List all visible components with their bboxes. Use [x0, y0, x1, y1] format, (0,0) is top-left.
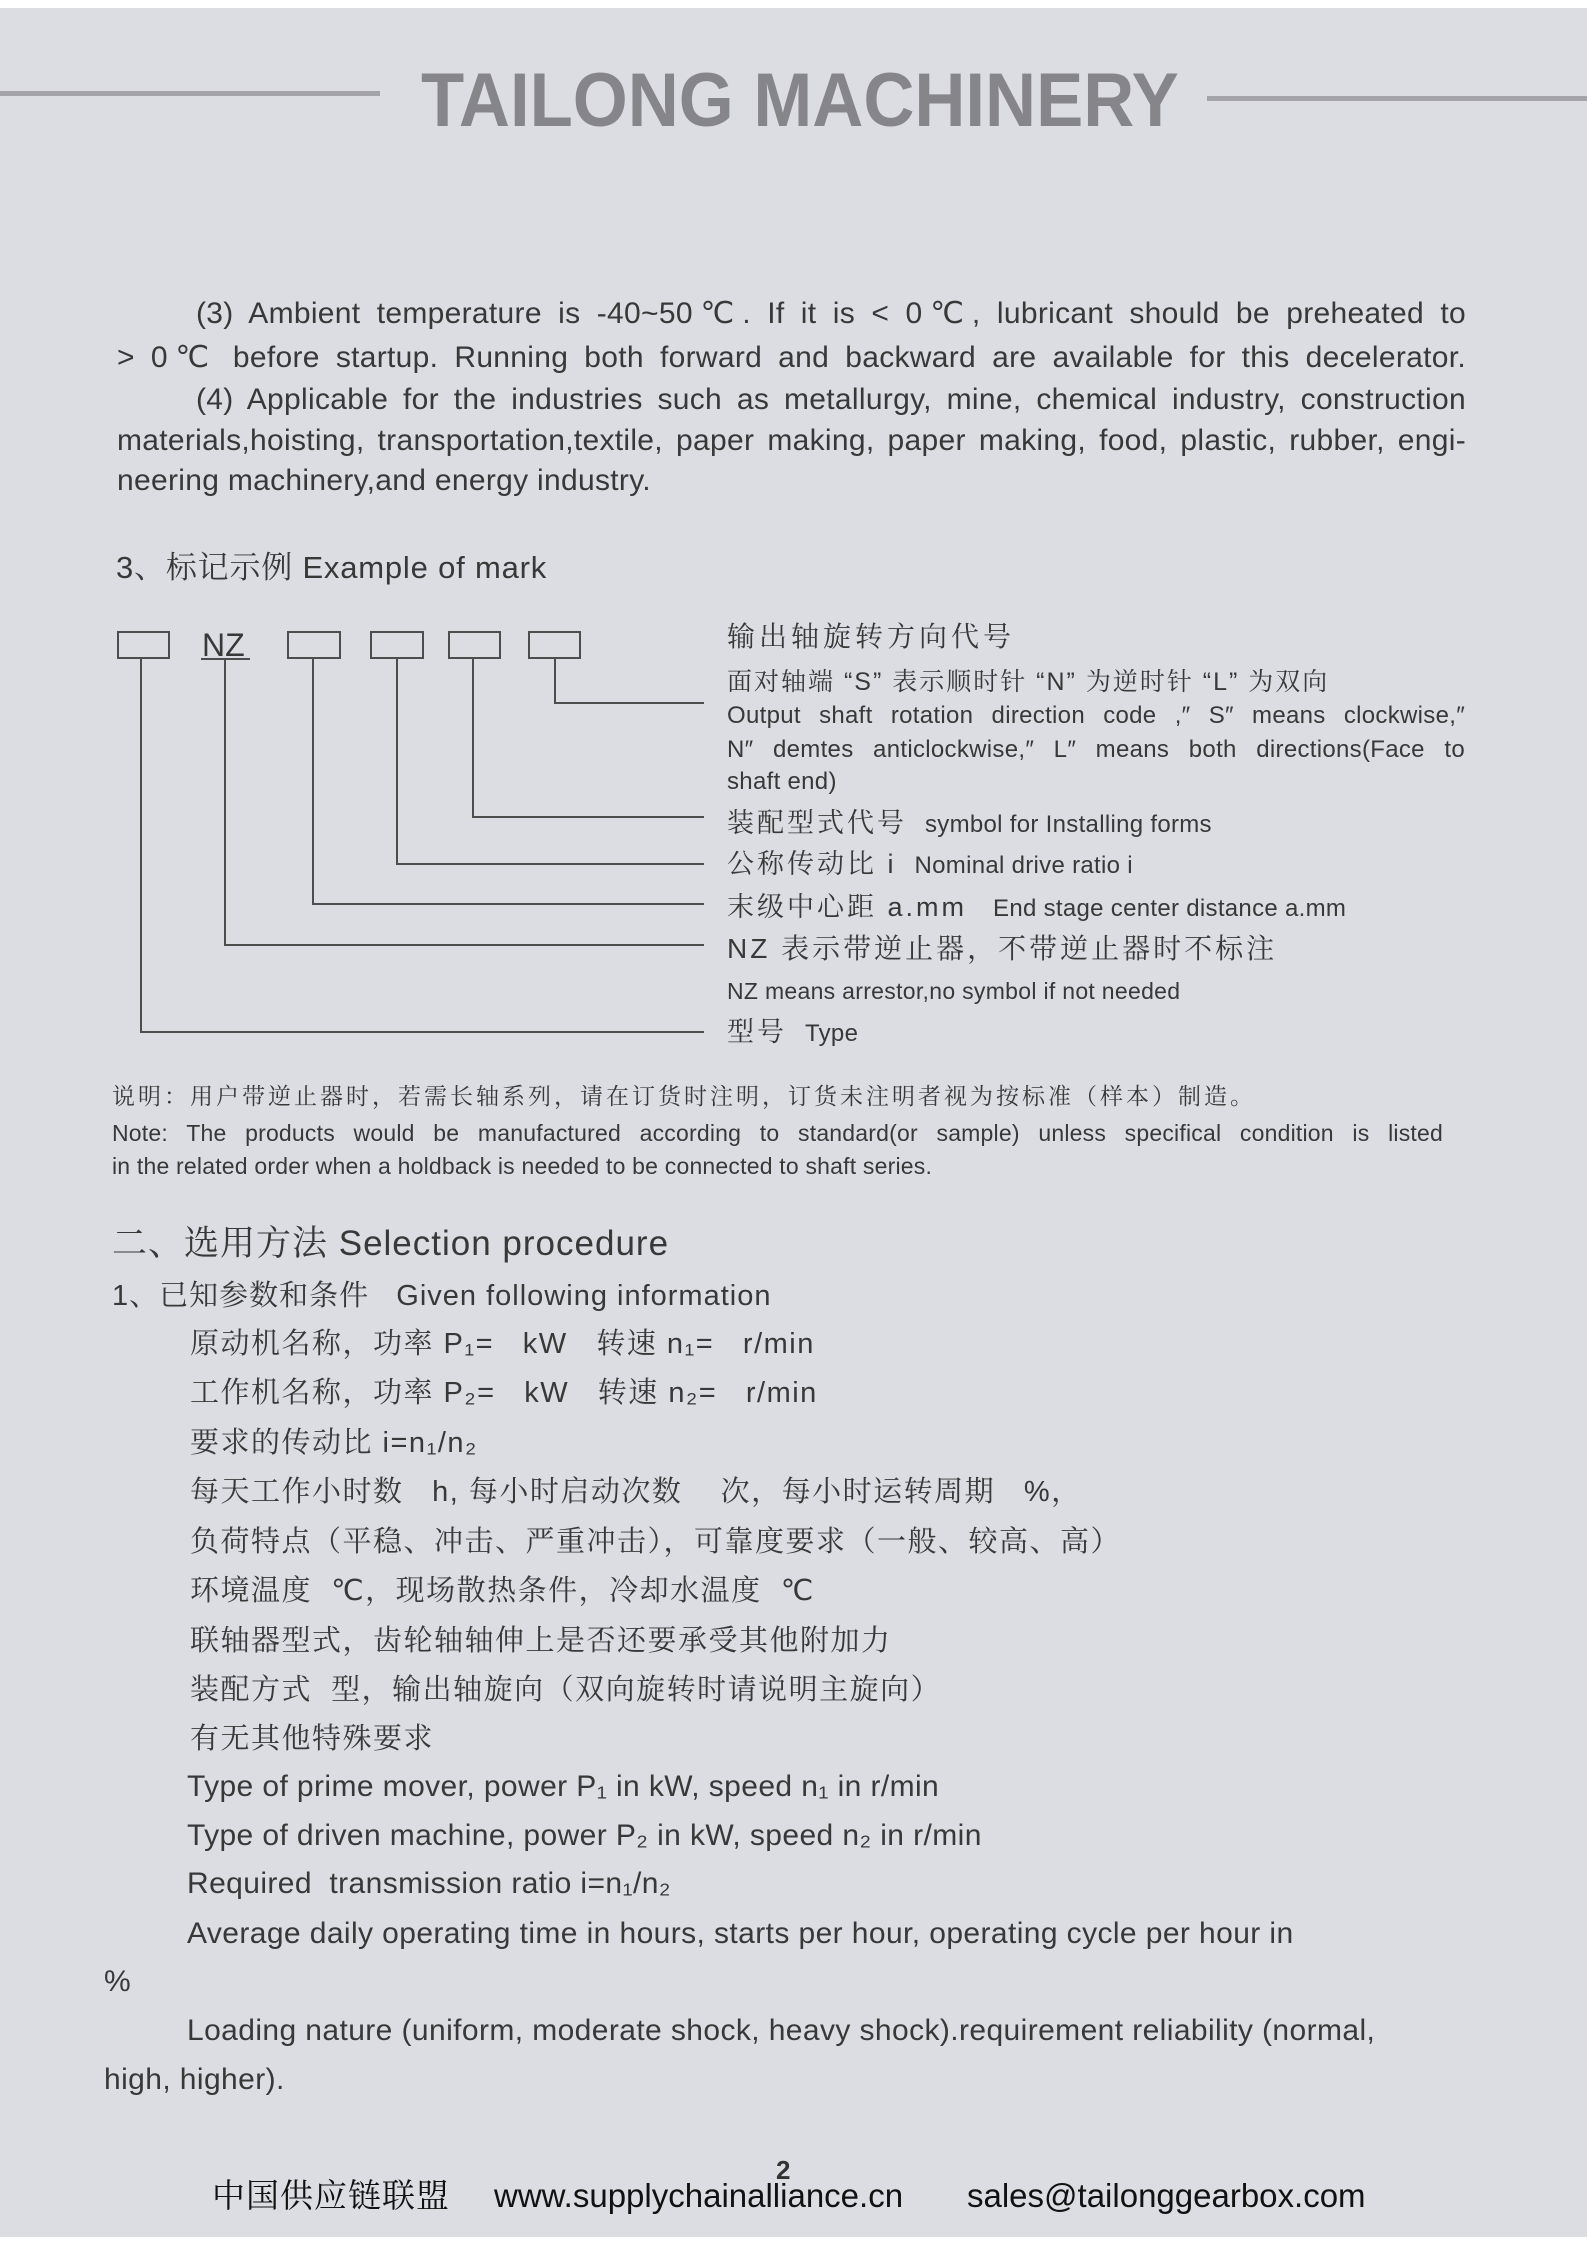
- header-rule-left: [0, 91, 380, 96]
- footer-email: sales@tailonggearbox.com: [967, 2177, 1366, 2214]
- installing-form-label: [727, 803, 1212, 843]
- rotation-label-en: shaft end): [727, 768, 837, 795]
- given-item-cn: 工作机名称，功率 P₂= kW 转速 n₂= r/min: [190, 1377, 818, 1409]
- drive-ratio-label-en: Nominal drive ratio i: [914, 852, 1133, 879]
- given-item-cn: 环境温度 ℃，现场散热条件，冷却水温度 ℃: [190, 1575, 815, 1607]
- mark-example-heading: 3、标记示例 Example of mark: [116, 550, 548, 585]
- given-item-en: Required transmission ratio i=n₁/n₂: [187, 1867, 671, 1900]
- given-item-cn: 装配方式 型，输出轴旋向（双向旋转时请说明主旋向）: [190, 1674, 942, 1706]
- rotation-label-en: N″ demtes anticlockwise,″ L″ means both directions(Face to: [727, 736, 1465, 763]
- intro-line: neering machinery,and energy industry.: [117, 464, 651, 497]
- nz-label-en: NZ means arrestor,no symbol if not needed: [727, 978, 1181, 1004]
- type-label-en: Type: [805, 1020, 859, 1047]
- center-distance-label-en: End stage center distance a.mm: [993, 895, 1347, 922]
- given-item-cn: 要求的传动比 i=n₁/n₂: [190, 1427, 478, 1459]
- given-item-cn: 联轴器型式，齿轮轴轴伸上是否还要承受其他附加力: [190, 1625, 892, 1657]
- center-distance-label: [727, 887, 1346, 927]
- given-item-en: high, higher).: [104, 2063, 285, 2096]
- type-label-cn: 型号: [727, 1017, 787, 1047]
- nz-label-cn: NZ 表示带逆止器，不带逆止器时不标注: [727, 933, 1278, 964]
- given-item-en: Type of driven machine, power P₂ in kW, speed n₂ in r/min: [187, 1819, 982, 1852]
- given-item-en: %: [104, 1965, 132, 1998]
- given-item-cn: 每天工作小时数 h, 每小时启动次数 次，每小时运转周期 %，: [190, 1476, 1082, 1508]
- note-en-line: in the related order when a holdback is needed to be connected to shaft series.: [112, 1153, 933, 1179]
- rotation-detail-cn: 面对轴端 “S” 表示顺时针 “N” 为逆时针 “L” 为双向: [727, 668, 1330, 696]
- given-info-subheading: 1、已知参数和条件 Given following information: [112, 1280, 772, 1312]
- intro-line: materials,hoisting, transportation,textile, paper making, paper making, food, plastic, rubber, engi-: [117, 424, 1466, 457]
- given-item-en: Average daily operating time in hours, starts per hour, operating cycle per hour in: [187, 1917, 1294, 1950]
- company-title: TAILONG MACHINERY: [421, 58, 1179, 143]
- footer-website: www.supplychainalliance.cn: [494, 2177, 904, 2214]
- type-label: [727, 1012, 858, 1052]
- intro-line: (3) Ambient temperature is -40~50℃. If it is < 0℃, lubricant should be preheated to: [196, 297, 1466, 330]
- given-item-cn: 有无其他特殊要求: [190, 1723, 435, 1755]
- note-cn: 说明：用户带逆止器时，若需长轴系列，请在订货时注明，订货未注明者视为按标准（样本）制造。: [112, 1083, 1256, 1109]
- given-item-en: Type of prime mover, power P₁ in kW, speed n₁ in r/min: [187, 1770, 940, 1803]
- given-item-en: Loading nature (uniform, moderate shock, heavy shock).requirement reliability (normal,: [187, 2014, 1376, 2047]
- note-en-line: Note: The products would be manufactured according to standard(or sample) unless specifical condition is listed: [112, 1120, 1443, 1146]
- given-item-cn: 原动机名称，功率 P₁= kW 转速 n₁= r/min: [190, 1328, 815, 1360]
- drive-ratio-label-cn: 公称传动比 i: [727, 849, 897, 879]
- selection-heading: 二、选用方法 Selection procedure: [112, 1224, 670, 1263]
- intro-line: (4) Applicable for the industries such as metallurgy, mine, chemical industry, construction: [196, 383, 1466, 416]
- intro-line: > 0℃ before startup. Running both forward and backward are available for this decelerator.: [117, 341, 1466, 374]
- rotation-label-en: Output shaft rotation direction code ,″ S″ means clockwise,″: [727, 702, 1465, 729]
- nz-code: NZ: [202, 627, 245, 663]
- installing-form-label-en: symbol for Installing forms: [925, 811, 1212, 838]
- drive-ratio-label: [727, 844, 1133, 884]
- header-rule-right: [1207, 96, 1587, 101]
- given-item-cn: 负荷特点（平稳、冲击、严重冲击），可靠度要求（一般、较高、高）: [190, 1526, 1122, 1558]
- page-number: 2: [776, 2155, 791, 2185]
- installing-form-label-cn: 装配型式代号: [727, 808, 907, 838]
- center-distance-label-cn: 末级中心距 a.mm: [727, 892, 968, 922]
- footer-organization: 中国供应链联盟: [212, 2177, 450, 2214]
- rotation-label-cn: 输出轴旋转方向代号: [727, 621, 1016, 652]
